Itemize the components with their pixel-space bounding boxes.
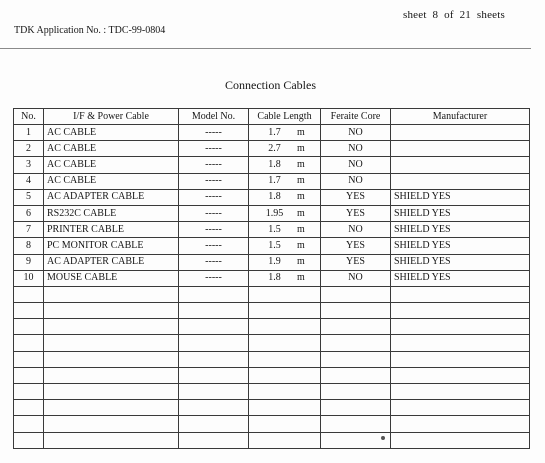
empty-cell [249, 416, 321, 432]
empty-cell [179, 432, 249, 448]
application-label: TDK Application No. : [14, 25, 107, 36]
empty-cell [14, 367, 44, 383]
connection-cables-table [13, 108, 530, 449]
empty-cell [391, 351, 530, 367]
cell-no: 10 [14, 270, 44, 286]
empty-cell [14, 303, 44, 319]
table-header-row [14, 109, 530, 125]
cell-model: ----- [179, 238, 249, 254]
cell-core: NO [321, 141, 391, 157]
table-row [14, 157, 530, 173]
empty-cell [321, 384, 391, 400]
empty-cell [249, 400, 321, 416]
length-unit: m [297, 158, 305, 170]
empty-cell [44, 286, 179, 302]
cell-length [249, 222, 321, 238]
empty-table-row [14, 400, 530, 416]
cell-core: NO [321, 173, 391, 189]
cell-core: NO [321, 125, 391, 141]
table-row [14, 254, 530, 270]
length-value: 1.5 [268, 239, 281, 251]
cell-no: 3 [14, 157, 44, 173]
empty-cell [249, 335, 321, 351]
cell-length [249, 254, 321, 270]
cell-cable: AC ADAPTER CABLE [44, 189, 179, 205]
cell-length [249, 205, 321, 221]
header-divider [0, 48, 531, 49]
cell-manufacturer: SHIELD YES [391, 238, 530, 254]
cell-core: YES [321, 238, 391, 254]
empty-table-row [14, 319, 530, 335]
empty-cell [321, 432, 391, 448]
empty-cell [179, 400, 249, 416]
table-row [14, 173, 530, 189]
empty-table-row [14, 303, 530, 319]
length-unit: m [297, 175, 305, 187]
empty-cell [179, 416, 249, 432]
cell-no: 9 [14, 254, 44, 270]
empty-cell [391, 416, 530, 432]
empty-cell [179, 303, 249, 319]
empty-cell [321, 351, 391, 367]
cell-no: 2 [14, 141, 44, 157]
sheet-suffix: sheets [476, 9, 506, 21]
cell-model: ----- [179, 270, 249, 286]
empty-cell [14, 351, 44, 367]
table-body [14, 125, 530, 449]
length-unit: m [297, 142, 305, 154]
empty-table-row [14, 335, 530, 351]
column-header-length: Cable Length [249, 109, 321, 125]
cell-no: 8 [14, 238, 44, 254]
cell-no: 5 [14, 189, 44, 205]
cell-manufacturer [391, 141, 530, 157]
cell-core: YES [321, 189, 391, 205]
empty-cell [391, 286, 530, 302]
cell-length [249, 189, 321, 205]
cell-no: 1 [14, 125, 44, 141]
empty-cell [44, 367, 179, 383]
empty-cell [249, 286, 321, 302]
cell-length [249, 173, 321, 189]
cell-manufacturer: SHIELD YES [391, 222, 530, 238]
empty-cell [14, 400, 44, 416]
empty-cell [14, 286, 44, 302]
cell-length [249, 141, 321, 157]
length-value: 1.5 [268, 223, 281, 235]
empty-cell [391, 303, 530, 319]
length-unit: m [297, 239, 305, 251]
length-value: 2.7 [268, 142, 281, 154]
length-value: 1.7 [268, 126, 281, 138]
length-unit: m [297, 272, 305, 284]
length-value: 1.8 [268, 191, 281, 203]
cell-manufacturer: SHIELD YES [391, 270, 530, 286]
empty-cell [249, 319, 321, 335]
empty-cell [391, 319, 530, 335]
cell-length [249, 270, 321, 286]
cell-no: 4 [14, 173, 44, 189]
cell-manufacturer [391, 173, 530, 189]
scan-mark [381, 436, 385, 440]
cell-core: NO [321, 157, 391, 173]
cell-cable: AC CABLE [44, 157, 179, 173]
empty-table-row [14, 367, 530, 383]
table-row [14, 141, 530, 157]
column-header-model: Model No. [179, 109, 249, 125]
table-row [14, 189, 530, 205]
empty-cell [391, 384, 530, 400]
length-unit: m [297, 207, 305, 219]
empty-cell [14, 384, 44, 400]
cell-core: NO [321, 222, 391, 238]
cell-no: 6 [14, 205, 44, 221]
cell-model: ----- [179, 125, 249, 141]
length-unit: m [297, 191, 305, 203]
cell-manufacturer [391, 157, 530, 173]
table-row [14, 222, 530, 238]
empty-cell [391, 432, 530, 448]
empty-cell [179, 367, 249, 383]
length-unit: m [297, 126, 305, 138]
length-value: 1.9 [268, 256, 281, 268]
cell-core: NO [321, 270, 391, 286]
cell-core: YES [321, 205, 391, 221]
empty-cell [249, 303, 321, 319]
empty-cell [249, 384, 321, 400]
empty-cell [44, 400, 179, 416]
cell-model: ----- [179, 222, 249, 238]
application-number: TDC-99-0804 [108, 25, 166, 36]
column-header-no: No. [14, 109, 44, 125]
cell-model: ----- [179, 141, 249, 157]
sheet-of: of [444, 9, 454, 21]
empty-cell [44, 416, 179, 432]
table-row [14, 270, 530, 286]
cell-length [249, 125, 321, 141]
empty-cell [249, 351, 321, 367]
empty-cell [391, 335, 530, 351]
empty-cell [249, 367, 321, 383]
cell-cable: AC CABLE [44, 125, 179, 141]
empty-cell [321, 400, 391, 416]
cell-no: 7 [14, 222, 44, 238]
empty-cell [44, 303, 179, 319]
empty-cell [44, 351, 179, 367]
column-header-cable: I/F & Power Cable [44, 109, 179, 125]
page-title: Connection Cables [225, 78, 316, 92]
cell-model: ----- [179, 205, 249, 221]
cell-model: ----- [179, 189, 249, 205]
column-header-manufacturer: Manufacturer [391, 109, 530, 125]
cell-manufacturer: SHIELD YES [391, 254, 530, 270]
cell-cable: PRINTER CABLE [44, 222, 179, 238]
empty-cell [321, 367, 391, 383]
empty-cell [44, 319, 179, 335]
application-number-line [14, 25, 165, 36]
empty-cell [321, 335, 391, 351]
sheet-label: sheet [403, 9, 427, 21]
cell-length [249, 238, 321, 254]
cell-model: ----- [179, 157, 249, 173]
empty-table-row [14, 351, 530, 367]
table-row [14, 238, 530, 254]
empty-cell [179, 384, 249, 400]
cell-cable: RS232C CABLE [44, 205, 179, 221]
empty-cell [179, 335, 249, 351]
empty-cell [14, 432, 44, 448]
empty-table-row [14, 416, 530, 432]
table-row [14, 205, 530, 221]
length-value: 1.7 [268, 175, 281, 187]
cell-cable: AC CABLE [44, 141, 179, 157]
cell-length [249, 157, 321, 173]
empty-cell [321, 303, 391, 319]
cell-manufacturer: SHIELD YES [391, 205, 530, 221]
empty-cell [179, 319, 249, 335]
table-row [14, 125, 530, 141]
empty-cell [391, 400, 530, 416]
empty-cell [44, 335, 179, 351]
length-value: 1.8 [268, 158, 281, 170]
cell-cable: AC ADAPTER CABLE [44, 254, 179, 270]
empty-cell [321, 319, 391, 335]
cell-model: ----- [179, 254, 249, 270]
length-unit: m [297, 223, 305, 235]
cell-cable: PC MONITOR CABLE [44, 238, 179, 254]
empty-cell [14, 416, 44, 432]
empty-cell [179, 351, 249, 367]
empty-cell [321, 286, 391, 302]
cell-core: YES [321, 254, 391, 270]
empty-cell [391, 367, 530, 383]
empty-cell [321, 416, 391, 432]
length-value: 1.95 [265, 207, 284, 219]
column-header-core: Feraite Core [321, 109, 391, 125]
empty-table-row [14, 432, 530, 448]
sheet-current: 8 [432, 9, 439, 21]
cell-manufacturer [391, 125, 530, 141]
empty-cell [14, 335, 44, 351]
length-value: 1.8 [268, 272, 281, 284]
empty-table-row [14, 286, 530, 302]
cell-model: ----- [179, 173, 249, 189]
cell-cable: MOUSE CABLE [44, 270, 179, 286]
length-unit: m [297, 256, 305, 268]
empty-cell [249, 432, 321, 448]
cell-cable: AC CABLE [44, 173, 179, 189]
sheet-total: 21 [459, 9, 472, 21]
sheet-number [403, 9, 505, 21]
cell-manufacturer: SHIELD YES [391, 189, 530, 205]
empty-cell [179, 286, 249, 302]
empty-cell [44, 384, 179, 400]
empty-cell [44, 432, 179, 448]
empty-table-row [14, 384, 530, 400]
empty-cell [14, 319, 44, 335]
